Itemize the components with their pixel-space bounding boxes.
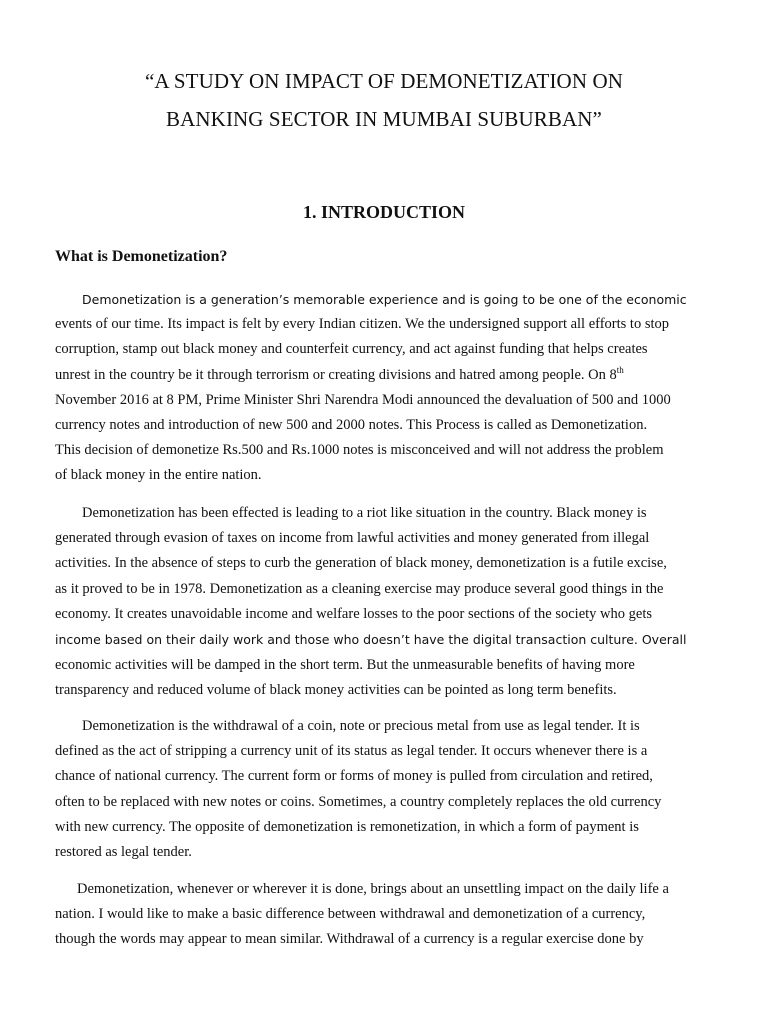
paragraph-line: as it proved to be in 1978. Demonetization as a cleaning exercise may produce several good things in the [55, 580, 664, 597]
paragraph-line-text: Overall [637, 632, 687, 648]
paragraph-line: Demonetization, whenever or wherever it is done, brings about an unsettling impact on the daily life a [77, 881, 669, 897]
paragraph-line: This decision of demonetize Rs.500 and Rs.1000 notes is misconceived and will not address the problem [55, 442, 664, 459]
paragraph-line: economy. It creates unavoidable income and welfare losses to the poor sections of the society who gets [55, 605, 652, 622]
paragraph-line-text: unrest in the country be it through terrorism or creating divisions and hatred among people. On 8 [55, 366, 617, 383]
paragraph-line-mixed-font [55, 627, 715, 653]
paragraph-line: economic activities will be damped in the short term. But the unmeasurable benefits of having more [55, 657, 635, 674]
paragraph-line: currency notes and introduction of new 500 and 2000 notes. This Process is called as Demonetization. [55, 417, 648, 434]
document-title-line-1: “A STUDY ON IMPACT OF DEMONETIZATION ON [145, 69, 623, 93]
paragraph-line: defined as the act of stripping a currency unit of its status as legal tender. It occurs whenever there is a [55, 743, 648, 760]
paragraph-line: Demonetization has been effected is leading to a riot like situation in the country. Black money is [82, 505, 647, 521]
paragraph-line: Demonetization is a generation’s memorable experience and is going to be one of the economic [82, 292, 687, 307]
paragraph-4 [55, 877, 715, 953]
paragraph-line: events of our time. Its impact is felt by every Indian citizen. We the undersigned support all efforts to stop [55, 316, 669, 333]
paragraph-line: corruption, stamp out black money and counterfeit currency, and act against funding that helps creates [55, 341, 648, 358]
superscript-ordinal: th [616, 364, 624, 375]
section-heading: 1. INTRODUCTION [302, 202, 466, 222]
paragraph-line: generated through evasion of taxes on income from lawful activities and money generated from illegal [55, 530, 650, 547]
paragraph-line: often to be replaced with new notes or coins. Sometimes, a country completely replaces the old currency [55, 793, 662, 810]
paragraph-line-with-superscript [55, 363, 715, 388]
paragraph-2 [55, 501, 715, 704]
paragraph-line: nation. I would like to make a basic difference between withdrawal and demonetization of a currency, [55, 906, 646, 923]
paragraph-line: with new currency. The opposite of demonetization is remonetization, in which a form of payment is [55, 818, 639, 835]
paragraph-line-text: income based on their daily work and those who doesn’t have the digital transaction culture. [55, 632, 638, 648]
paragraph-line: chance of national currency. The current form or forms of money is pulled from circulation and retired, [55, 768, 653, 785]
paragraph-line: November 2016 at 8 PM, Prime Minister Shri Narendra Modi announced the devaluation of 500 and 1000 [55, 391, 671, 408]
paragraph-line: transparency and reduced volume of black money activities can be pointed as long term benefits. [55, 682, 617, 699]
paragraph-line: restored as legal tender. [55, 844, 192, 861]
paragraph-line: of black money in the entire nation. [55, 467, 262, 484]
paragraph-line: Demonetization is the withdrawal of a coin, note or precious metal from use as legal tender. It is [82, 718, 640, 734]
paragraph-1 [55, 287, 715, 489]
paragraph-line: though the words may appear to mean similar. Withdrawal of a currency is a regular exercise done by [55, 931, 644, 948]
paragraph-3 [55, 714, 715, 865]
document-title-line-2: BANKING SECTOR IN MUMBAI SUBURBAN” [166, 107, 602, 131]
paragraph-line: activities. In the absence of steps to curb the generation of black money, demonetization is a futile excise, [55, 555, 667, 572]
sub-heading: What is Demonetization? [55, 248, 228, 265]
